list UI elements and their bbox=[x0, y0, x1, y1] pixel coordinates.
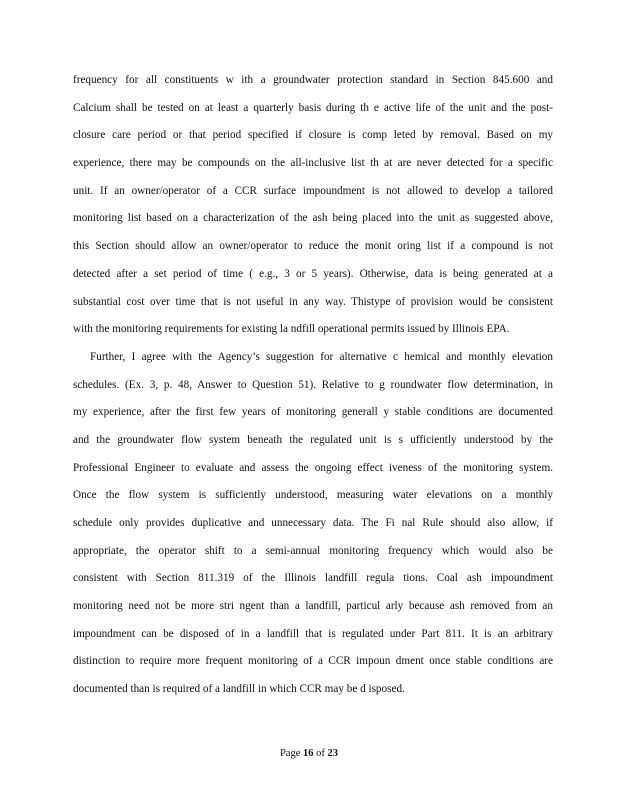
text-line: substantial cost over time that is not useful in any way. Thistype of provision would be consistent bbox=[73, 295, 553, 308]
text-line: Once the flow system is sufficiently understood, measuring water elevations on a monthly bbox=[73, 489, 553, 502]
text-line: consistent with Section 811.319 of the Illinois landfill regula tions. Coal ash impoundment bbox=[73, 572, 553, 585]
text-line: closure care period or that period specified if closure is comp leted by removal. Based on my bbox=[73, 129, 553, 142]
text-line: with the monitoring requirements for existing la ndfill operational permits issued by Illinois EPA. bbox=[73, 323, 510, 336]
text-line: this Section should allow an owner/operator to reduce the monit oring list if a compound is not bbox=[73, 240, 553, 253]
text-line: frequency for all constituents w ith a groundwater protection standard in Section 845.600 and bbox=[73, 74, 553, 86]
text-line: detected after a set period of time ( e.g., 3 or 5 years). Otherwise, data is being generated at a bbox=[73, 267, 553, 280]
page-footer bbox=[0, 747, 618, 761]
page-number: 16 bbox=[303, 748, 314, 759]
text-line: my experience, after the first few years of monitoring generall y stable conditions are documented bbox=[73, 406, 553, 419]
paragraph-first-line: Further, I agree with the Agency’s suggestion for alternative c hemical and monthly elevation bbox=[90, 350, 553, 363]
page-total: 23 bbox=[327, 748, 339, 759]
text-line: and the groundwater flow system beneath the regulated unit is s ufficiently understood by the bbox=[73, 433, 553, 446]
text-line: schedule only provides duplicative and unnecessary data. The Fi nal Rule should also allow, if bbox=[73, 517, 553, 529]
text-line: appropriate, the operator shift to a semi-annual monitoring frequency which would also be bbox=[73, 544, 553, 557]
text-line: documented than is required of a landfill in which CCR may be d isposed. bbox=[73, 683, 405, 696]
text-line: experience, there may be compounds on the all-inclusive list th at are never detected for a specific bbox=[73, 157, 553, 170]
text-line: schedules. (Ex. 3, p. 48, Answer to Question 51). Relative to g roundwater flow determination, in bbox=[73, 378, 553, 391]
page-of-label: of bbox=[313, 748, 328, 759]
page-label: Page bbox=[279, 748, 304, 759]
body-text bbox=[73, 70, 553, 707]
text-line: unit. If an owner/operator of a CCR surface impoundment is not allowed to develop a tailored bbox=[73, 184, 553, 197]
text-line: Professional Engineer to evaluate and assess the ongoing effect iveness of the monitoring system. bbox=[73, 461, 553, 474]
text-line: monitoring need not be more stri ngent than a landfill, particul arly because ash removed from an bbox=[73, 600, 553, 613]
text-line: Calcium shall be tested on at least a quarterly basis during th e active life of the unit and the post- bbox=[73, 101, 553, 114]
text-line: monitoring list based on a characterization of the ash being placed into the unit as suggested above, bbox=[73, 212, 553, 225]
text-line: impoundment can be disposed of in a landfill that is regulated under Part 811. It is an arbitrary bbox=[73, 627, 553, 640]
text-line: distinction to require more frequent monitoring of a CCR impoun dment once stable conditions are bbox=[73, 655, 553, 668]
